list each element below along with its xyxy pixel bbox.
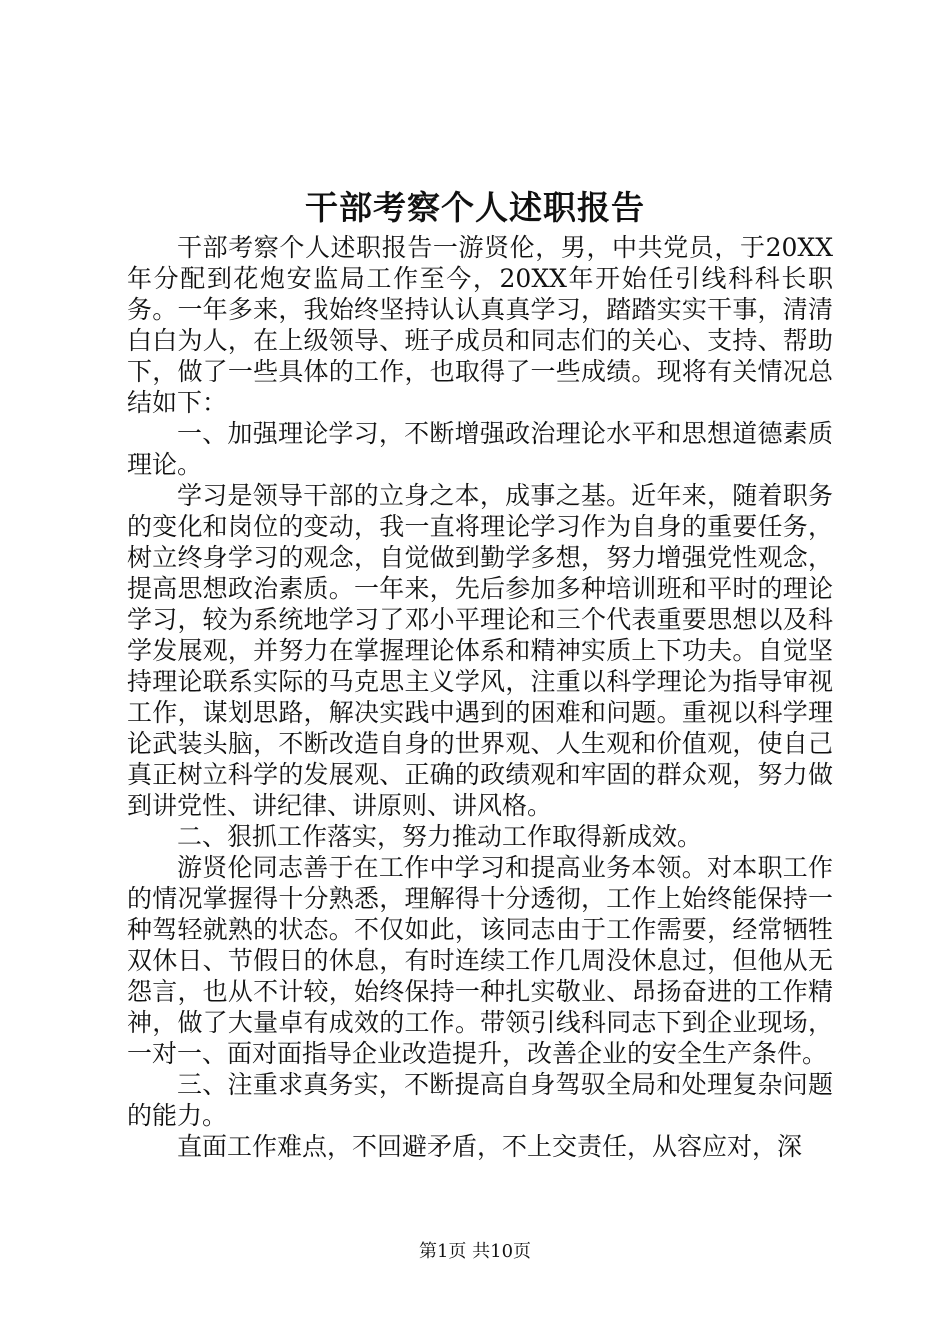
paragraph-continued: 直面工作难点，不回避矛盾，不上交责任，从容应对，深 [177, 1132, 803, 1161]
page-number: 第1页 共10页 [418, 1241, 532, 1262]
document-body [127, 232, 833, 1162]
document-title: 干部考察个人述职报告 [305, 188, 645, 227]
paragraph-intro: 干部考察个人述职报告一游贤伦，男，中共党员，于20XX年分配到花炮安监局工作至今，20XX年开始任引线科科长职务。一年多来，我始终坚持认认真真学习，踏踏实实干事，清清白白为人，在上级领导、班子成员和同志们的关心、支持、帮助下，做了一些具体的工作，也取得了一些成绩。现将有关情况总结如下： [127, 233, 833, 417]
paragraph-work: 游贤伦同志善于在工作中学习和提高业务本领。对本职工作的情况掌握得十分熟悉，理解得十分透彻，工作上始终能保持一种驾轻就熟的状态。不仅如此，该同志由于工作需要，经常牺牲双休日、节假日的休息，有时连续工作几周没休息过，但他从无怨言，也从不计较，始终保持一种扎实敬业、昂扬奋进的工作精神，做了大量卓有成效的工作。带领引线科同志下到企业现场，一对一、面对面指导企业改造提升，改善企业的安全生产条件。 [127, 853, 833, 1068]
section-heading-2: 二、狠抓工作落实，努力推动工作取得新成效。 [177, 822, 703, 851]
section-heading-1: 一、加强理论学习，不断增强政治理论水平和思想道德素质理论。 [127, 419, 833, 479]
section-heading-3: 三、注重求真务实，不断提高自身驾驭全局和处理复杂问题的能力。 [127, 1070, 833, 1130]
paragraph-study: 学习是领导干部的立身之本，成事之基。近年来，随着职务的变化和岗位的变动，我一直将理论学习作为自身的重要任务，树立终身学习的观念，自觉做到勤学多想，努力增强党性观念，提高思想政治素质。一年来，先后参加多种培训班和平时的理论学习，较为系统地学习了邓小平理论和三个代表重要思想以及科学发展观，并努力在掌握理论体系和精神实质上下功夫。自觉坚持理论联系实际的马克思主义学风，注重以科学理论为指导审视工作，谋划思路，解决实践中遇到的困难和问题。重视以科学理论武装头脑，不断改造自身的世界观、人生观和价值观，使自己真正树立科学的发展观、正确的政绩观和牢固的群众观，努力做到讲党性、讲纪律、讲原则、讲风格。 [127, 481, 833, 820]
